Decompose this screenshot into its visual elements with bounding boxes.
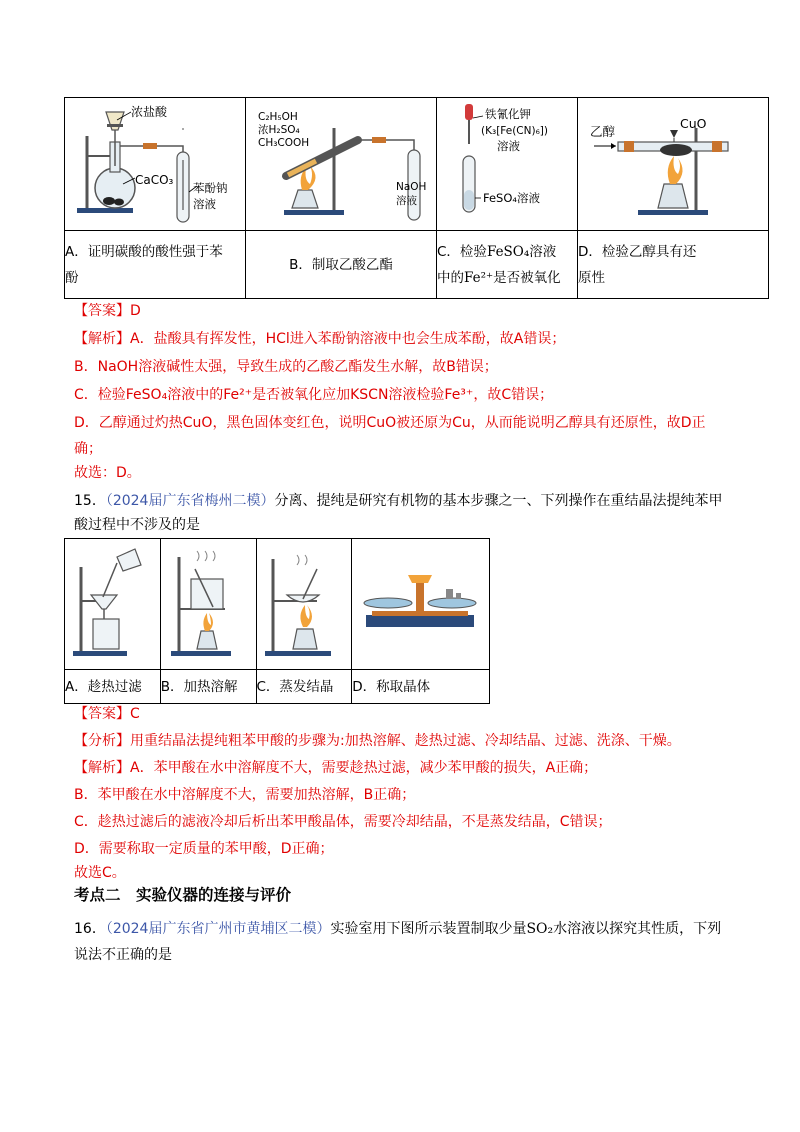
label-c-tube: FeSO₄溶液 xyxy=(483,191,541,205)
q14-option-d-line2: 原性 xyxy=(578,269,605,286)
section-heading: 考点二 实验仪器的连接与评价 xyxy=(74,886,292,904)
q14-analysis-5: 确； xyxy=(74,441,102,457)
q14-analysis-3: C．检验FeSO₄溶液中的Fe²⁺是否被氧化应加KSCN溶液检验Fe³⁺，故C错误； xyxy=(74,387,554,403)
q14-option-c-formula: FeSO₄ xyxy=(486,243,530,260)
q14-option-c xyxy=(437,231,578,299)
q14-apparatus-a xyxy=(65,98,246,231)
q14-option-b xyxy=(246,231,437,299)
label-a-flask: CaCO₃ xyxy=(135,173,174,187)
q15-analysis-1: 【解析】A．苯甲酸在水中溶解度不大，需要趁热过滤，减少苯甲酸的损失，A正确； xyxy=(74,760,598,776)
q14-option-a xyxy=(65,231,246,299)
label-c-1: 铁氰化钾 xyxy=(485,107,531,121)
label-b-1: C₂H₅OH xyxy=(258,111,298,123)
apparatus-dissolving-figure xyxy=(161,539,255,665)
q14-apparatus-b xyxy=(246,98,437,231)
q16-stem-post: 水溶液以探究其性质，下列 xyxy=(553,921,722,937)
q14-analysis-4: D．乙醇通过灼热CuO，黑色固体变红色，说明CuO被还原为Cu，从而能说明乙醇具有还原性，故D正 xyxy=(74,415,706,431)
q16-source: （2024届广东省广州市黄埔区二模） xyxy=(105,921,331,937)
apparatus-balance-figure xyxy=(352,539,488,665)
q14-option-c-ion: Fe²⁺ xyxy=(464,269,494,286)
label-a-tube: 苯酚钠 xyxy=(193,181,228,195)
q16-stem-formula: SO₂ xyxy=(526,921,554,937)
q15-table xyxy=(64,538,490,704)
q16-stem-line2: 说法不正确的是 xyxy=(74,947,172,963)
apparatus-filtration-figure xyxy=(65,539,159,665)
label-d-1: 乙醇 xyxy=(590,124,616,139)
q14-apparatus-d xyxy=(578,98,769,231)
label-c-3: 溶液 xyxy=(497,139,520,153)
label-a-tube2: 溶液 xyxy=(193,197,216,211)
q14-apparatus-c xyxy=(437,98,578,231)
apparatus-evaporation-figure xyxy=(257,539,351,665)
q15-analysis-3: C．趁热过滤后的滤液冷却后析出苯甲酸晶体，需要冷却结晶，不是蒸发结晶，C错误； xyxy=(74,814,612,830)
apparatus-b-figure xyxy=(246,98,436,226)
q14-option-d-line1: D．检验乙醇具有还 xyxy=(578,243,697,260)
q15-stem-line1 xyxy=(74,490,722,512)
q14-analysis-2: B．NaOH溶液碱性太强，导致生成的乙酸乙酯发生水解，故B错误； xyxy=(74,359,498,375)
q15-apparatus-a xyxy=(65,539,161,670)
q16-stem-line1 xyxy=(74,918,721,940)
q15-conclusion: 故选C。 xyxy=(74,865,126,881)
q15-analysis-2: B．苯甲酸在水中溶解度不大，需要加热溶解，B正确； xyxy=(74,787,416,803)
apparatus-d-figure xyxy=(578,98,768,226)
q14-option-c-post: 溶液 xyxy=(529,243,557,260)
q14-option-c-line2-pre: 中的 xyxy=(437,269,464,286)
q15-apparatus-b xyxy=(160,539,256,670)
q15-analysis-4: D．需要称取一定质量的苯甲酸，D正确； xyxy=(74,841,334,857)
label-b-2: 浓H₂SO₄ xyxy=(258,124,300,136)
q14-answer: 【答案】D xyxy=(74,303,141,319)
q14-option-c-pre: C．检验 xyxy=(437,243,487,260)
q15-option-a: A．趁热过滤 xyxy=(65,670,161,704)
label-c-2: (K₃[Fe(CN)₆]) xyxy=(481,125,548,137)
apparatus-c-figure xyxy=(437,98,577,226)
label-a-top: 浓盐酸 xyxy=(131,105,168,119)
label-b-tube2: 溶液 xyxy=(396,195,417,207)
q16-number: 16． xyxy=(74,921,106,937)
q15-option-b: B．加热溶解 xyxy=(160,670,256,704)
q15-option-d: D．称取晶体 xyxy=(352,670,490,704)
q15-answer: 【答案】C xyxy=(74,706,140,722)
q14-analysis-1: 【解析】A．盐酸具有挥发性，HCl进入苯酚钠溶液中也会生成苯酚，故A错误； xyxy=(74,331,566,347)
apparatus-a-figure xyxy=(65,98,245,226)
q15-source: （2024届广东省梅州二模） xyxy=(105,493,275,509)
q14-option-d xyxy=(578,231,769,299)
q15-apparatus-c xyxy=(256,539,352,670)
q14-option-c-line2-post: 是否被氧化 xyxy=(493,269,561,286)
q14-option-a-line2: 酚 xyxy=(65,269,79,286)
label-b-tube: NaOH xyxy=(396,181,427,193)
q15-apparatus-d xyxy=(352,539,490,670)
q14-table xyxy=(64,97,769,299)
q14-option-a-line1: A．证明碳酸的酸性强于苯 xyxy=(65,243,223,260)
q14-conclusion: 故选：D。 xyxy=(74,465,141,481)
q14-option-b-text: B．制取乙酸乙酯 xyxy=(289,256,393,273)
q15-stem: 分离、提纯是研究有机物的基本步骤之一、下列操作在重结晶法提纯苯甲 xyxy=(274,493,723,509)
q15-option-c: C．蒸发结晶 xyxy=(256,670,352,704)
q15-analysis-intro: 【分析】用重结晶法提纯粗苯甲酸的步骤为:加热溶解、趁热过滤、冷却结晶、过滤、洗涤、干燥。 xyxy=(74,733,681,749)
label-d-2: CuO xyxy=(680,116,707,131)
label-b-3: CH₃COOH xyxy=(258,137,310,149)
q16-stem-pre: 实验室用下图所示装置制取少量 xyxy=(330,921,527,937)
q15-number: 15． xyxy=(74,493,106,509)
q15-stem-line2: 酸过程中不涉及的是 xyxy=(74,517,200,533)
